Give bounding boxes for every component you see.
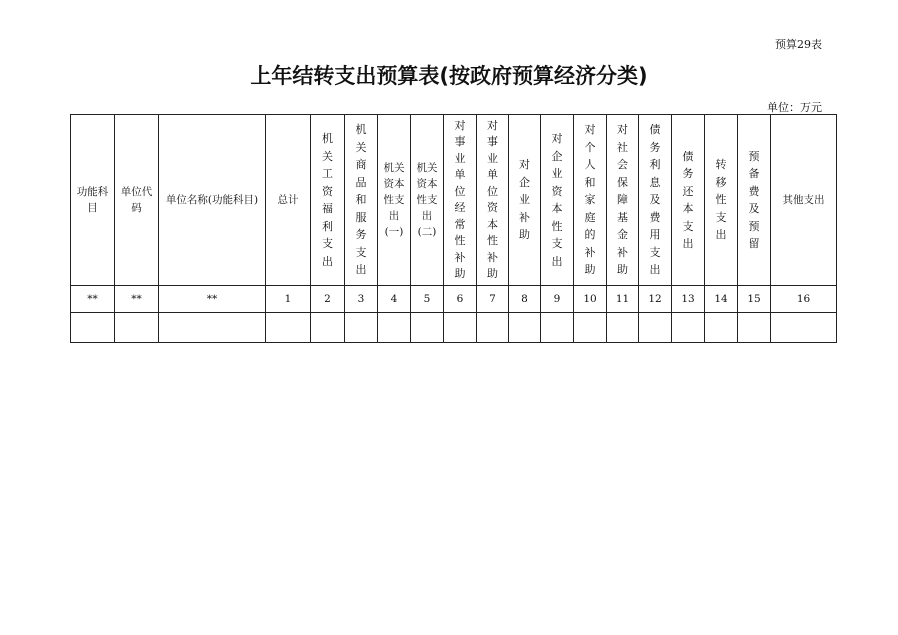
header-label: 对社会保障基金补助 (617, 123, 628, 277)
table-cell (574, 313, 607, 343)
header-label: 机关资本性支出(一) (383, 162, 405, 238)
column-code: ** (115, 286, 159, 313)
table-cell (311, 313, 345, 343)
column-code: 9 (541, 286, 574, 313)
table-cell (738, 313, 771, 343)
header-row (71, 115, 837, 286)
column-code: ** (159, 286, 266, 313)
header-cell (159, 115, 266, 286)
header-label: 债务利息及费用支出 (649, 123, 661, 277)
table-cell (509, 313, 541, 343)
header-label: 对个人和家庭的补助 (584, 123, 596, 277)
header-label: 单位名称(功能科目) (165, 194, 259, 206)
form-number: 预算29表 (775, 38, 822, 51)
column-code: 13 (672, 286, 705, 313)
header-label: 对企业资本性支出 (551, 132, 563, 268)
column-code: 1 (266, 286, 311, 313)
table-cell (411, 313, 444, 343)
table-cell (672, 313, 705, 343)
column-code: 10 (574, 286, 607, 313)
column-code: 15 (738, 286, 771, 313)
column-code: 5 (411, 286, 444, 313)
table-cell (345, 313, 378, 343)
header-label: 预备费及预留 (748, 149, 760, 250)
table-cell (115, 313, 159, 343)
header-cell (266, 115, 311, 286)
header-label: 对事业单位经常性补助 (454, 118, 466, 280)
table-cell (607, 313, 639, 343)
table-cell (477, 313, 509, 343)
table-cell (71, 313, 115, 343)
table-cell (771, 313, 837, 343)
column-code: 6 (444, 286, 477, 313)
header-cell (541, 115, 574, 286)
header-label: 单位代码 (120, 186, 153, 214)
table-cell (266, 313, 311, 343)
column-code: 14 (705, 286, 738, 313)
table-cell (639, 313, 672, 343)
header-label: 其他支出 (782, 194, 825, 206)
header-label: 功能科目 (76, 186, 109, 214)
table-cell (444, 313, 477, 343)
header-label: 对事业单位资本性补助 (487, 118, 498, 280)
column-number-row (71, 286, 837, 313)
header-cell (311, 115, 345, 286)
header-cell (71, 115, 115, 286)
header-cell (509, 115, 541, 286)
column-code: 7 (477, 286, 509, 313)
header-cell (444, 115, 477, 286)
header-cell (639, 115, 672, 286)
header-cell (574, 115, 607, 286)
header-cell (771, 115, 837, 286)
unit-label: 单位：万元 (767, 101, 822, 114)
table-row (71, 313, 837, 343)
column-code: 2 (311, 286, 345, 313)
header-cell (411, 115, 444, 286)
column-code: ** (71, 286, 115, 313)
header-label: 机关商品和服务支出 (355, 123, 367, 277)
header-cell (477, 115, 509, 286)
header-label: 转移性支出 (715, 158, 727, 242)
column-code: 12 (639, 286, 672, 313)
header-cell (738, 115, 771, 286)
column-code: 16 (771, 286, 837, 313)
header-label: 对企业补助 (519, 158, 530, 242)
header-label: 机关资本性支出(二) (416, 162, 438, 238)
table-cell (705, 313, 738, 343)
header-cell (115, 115, 159, 286)
header-cell (345, 115, 378, 286)
header-cell (672, 115, 705, 286)
header-label: 机关工资福利支出 (322, 132, 333, 268)
column-code: 4 (378, 286, 411, 313)
column-code: 3 (345, 286, 378, 313)
table-cell (378, 313, 411, 343)
budget-table (70, 114, 837, 343)
header-cell (705, 115, 738, 286)
header-cell (607, 115, 639, 286)
header-cell (378, 115, 411, 286)
header-label: 总计 (277, 194, 299, 206)
column-code: 8 (509, 286, 541, 313)
header-label: 债务还本支出 (682, 149, 694, 250)
table-cell (541, 313, 574, 343)
column-code: 11 (607, 286, 639, 313)
page-title: 上年结转支出预算表(按政府预算经济分类) (250, 64, 648, 88)
table-cell (159, 313, 266, 343)
